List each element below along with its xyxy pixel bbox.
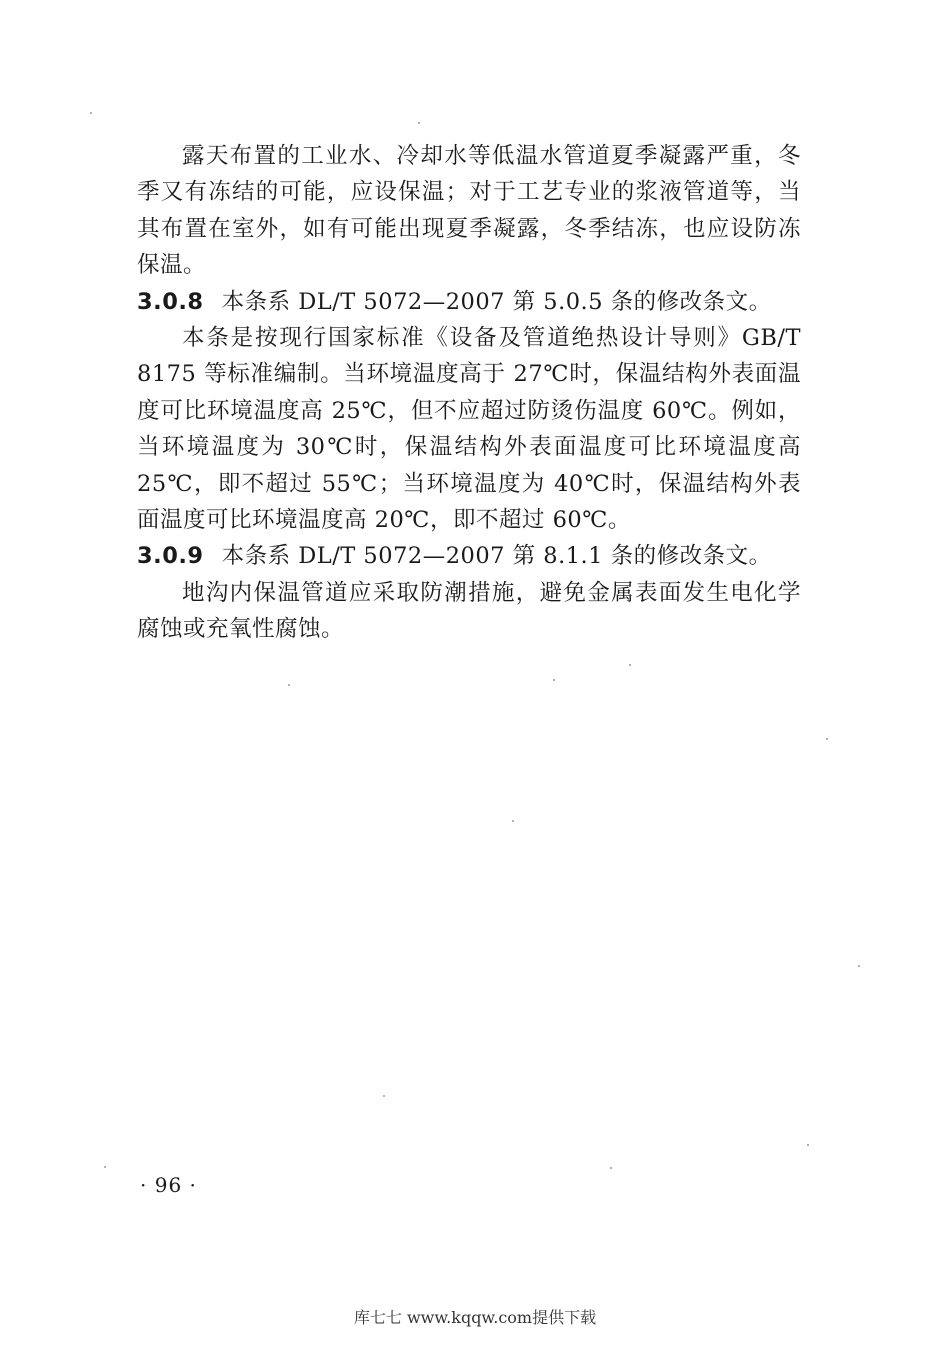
scan-speck [512,820,514,822]
scan-speck [858,965,860,967]
scan-speck [826,738,828,740]
clause-number: 3.0.8 [137,288,204,315]
paragraph-surface-temperature: 本条是按现行国家标准《设备及管道绝热设计导则》GB/T 8175 等标准编制。当环境温度高于 27℃时，保温结构外表面温度可比环境温度高 25℃，但不应超过防烫伤温度 60℃。例如，当环境温度为 30℃时，保温结构外表面温度可比环境温度高 25℃，即不超过 55℃；当环境温度为 40℃时，保温结构外表面温度可比环境温度高 20℃，即不超过 60℃。 [137,325,801,534]
scan-speck [288,684,290,686]
clause-text: 本条系 DL/T 5072—2007 第 8.1.1 条的修改条文。 [221,543,772,570]
scan-speck [104,1166,106,1168]
body-text [137,138,801,648]
clause-number: 3.0.9 [137,543,204,570]
page-number: · 96 · [140,1173,197,1197]
scan-speck [383,1095,385,1097]
scan-speck [418,122,420,124]
clause-3-0-8 [137,284,801,320]
scan-speck [610,1167,612,1169]
scan-speck [807,1144,809,1146]
scan-speck [90,112,92,114]
paragraph-outdoor-pipes: 露天布置的工业水、冷却水等低温水管道夏季凝露严重，冬季又有冻结的可能，应设保温；对于工艺专业的浆液管道等，当其布置在室外，如有可能出现夏季凝露，冬季结冻，也应设防冻保温。 [137,143,801,279]
clause-3-0-9 [137,538,801,574]
paragraph-trench-pipes: 地沟内保温管道应采取防潮措施，避免金属表面发生电化学腐蚀或充氧性腐蚀。 [137,579,801,643]
scan-speck [629,664,631,666]
footer-watermark: 库七七 www.kqqw.com提供下载 [353,1308,597,1327]
clause-text: 本条系 DL/T 5072—2007 第 5.0.5 条的修改条文。 [221,288,772,315]
scan-speck [553,679,555,681]
